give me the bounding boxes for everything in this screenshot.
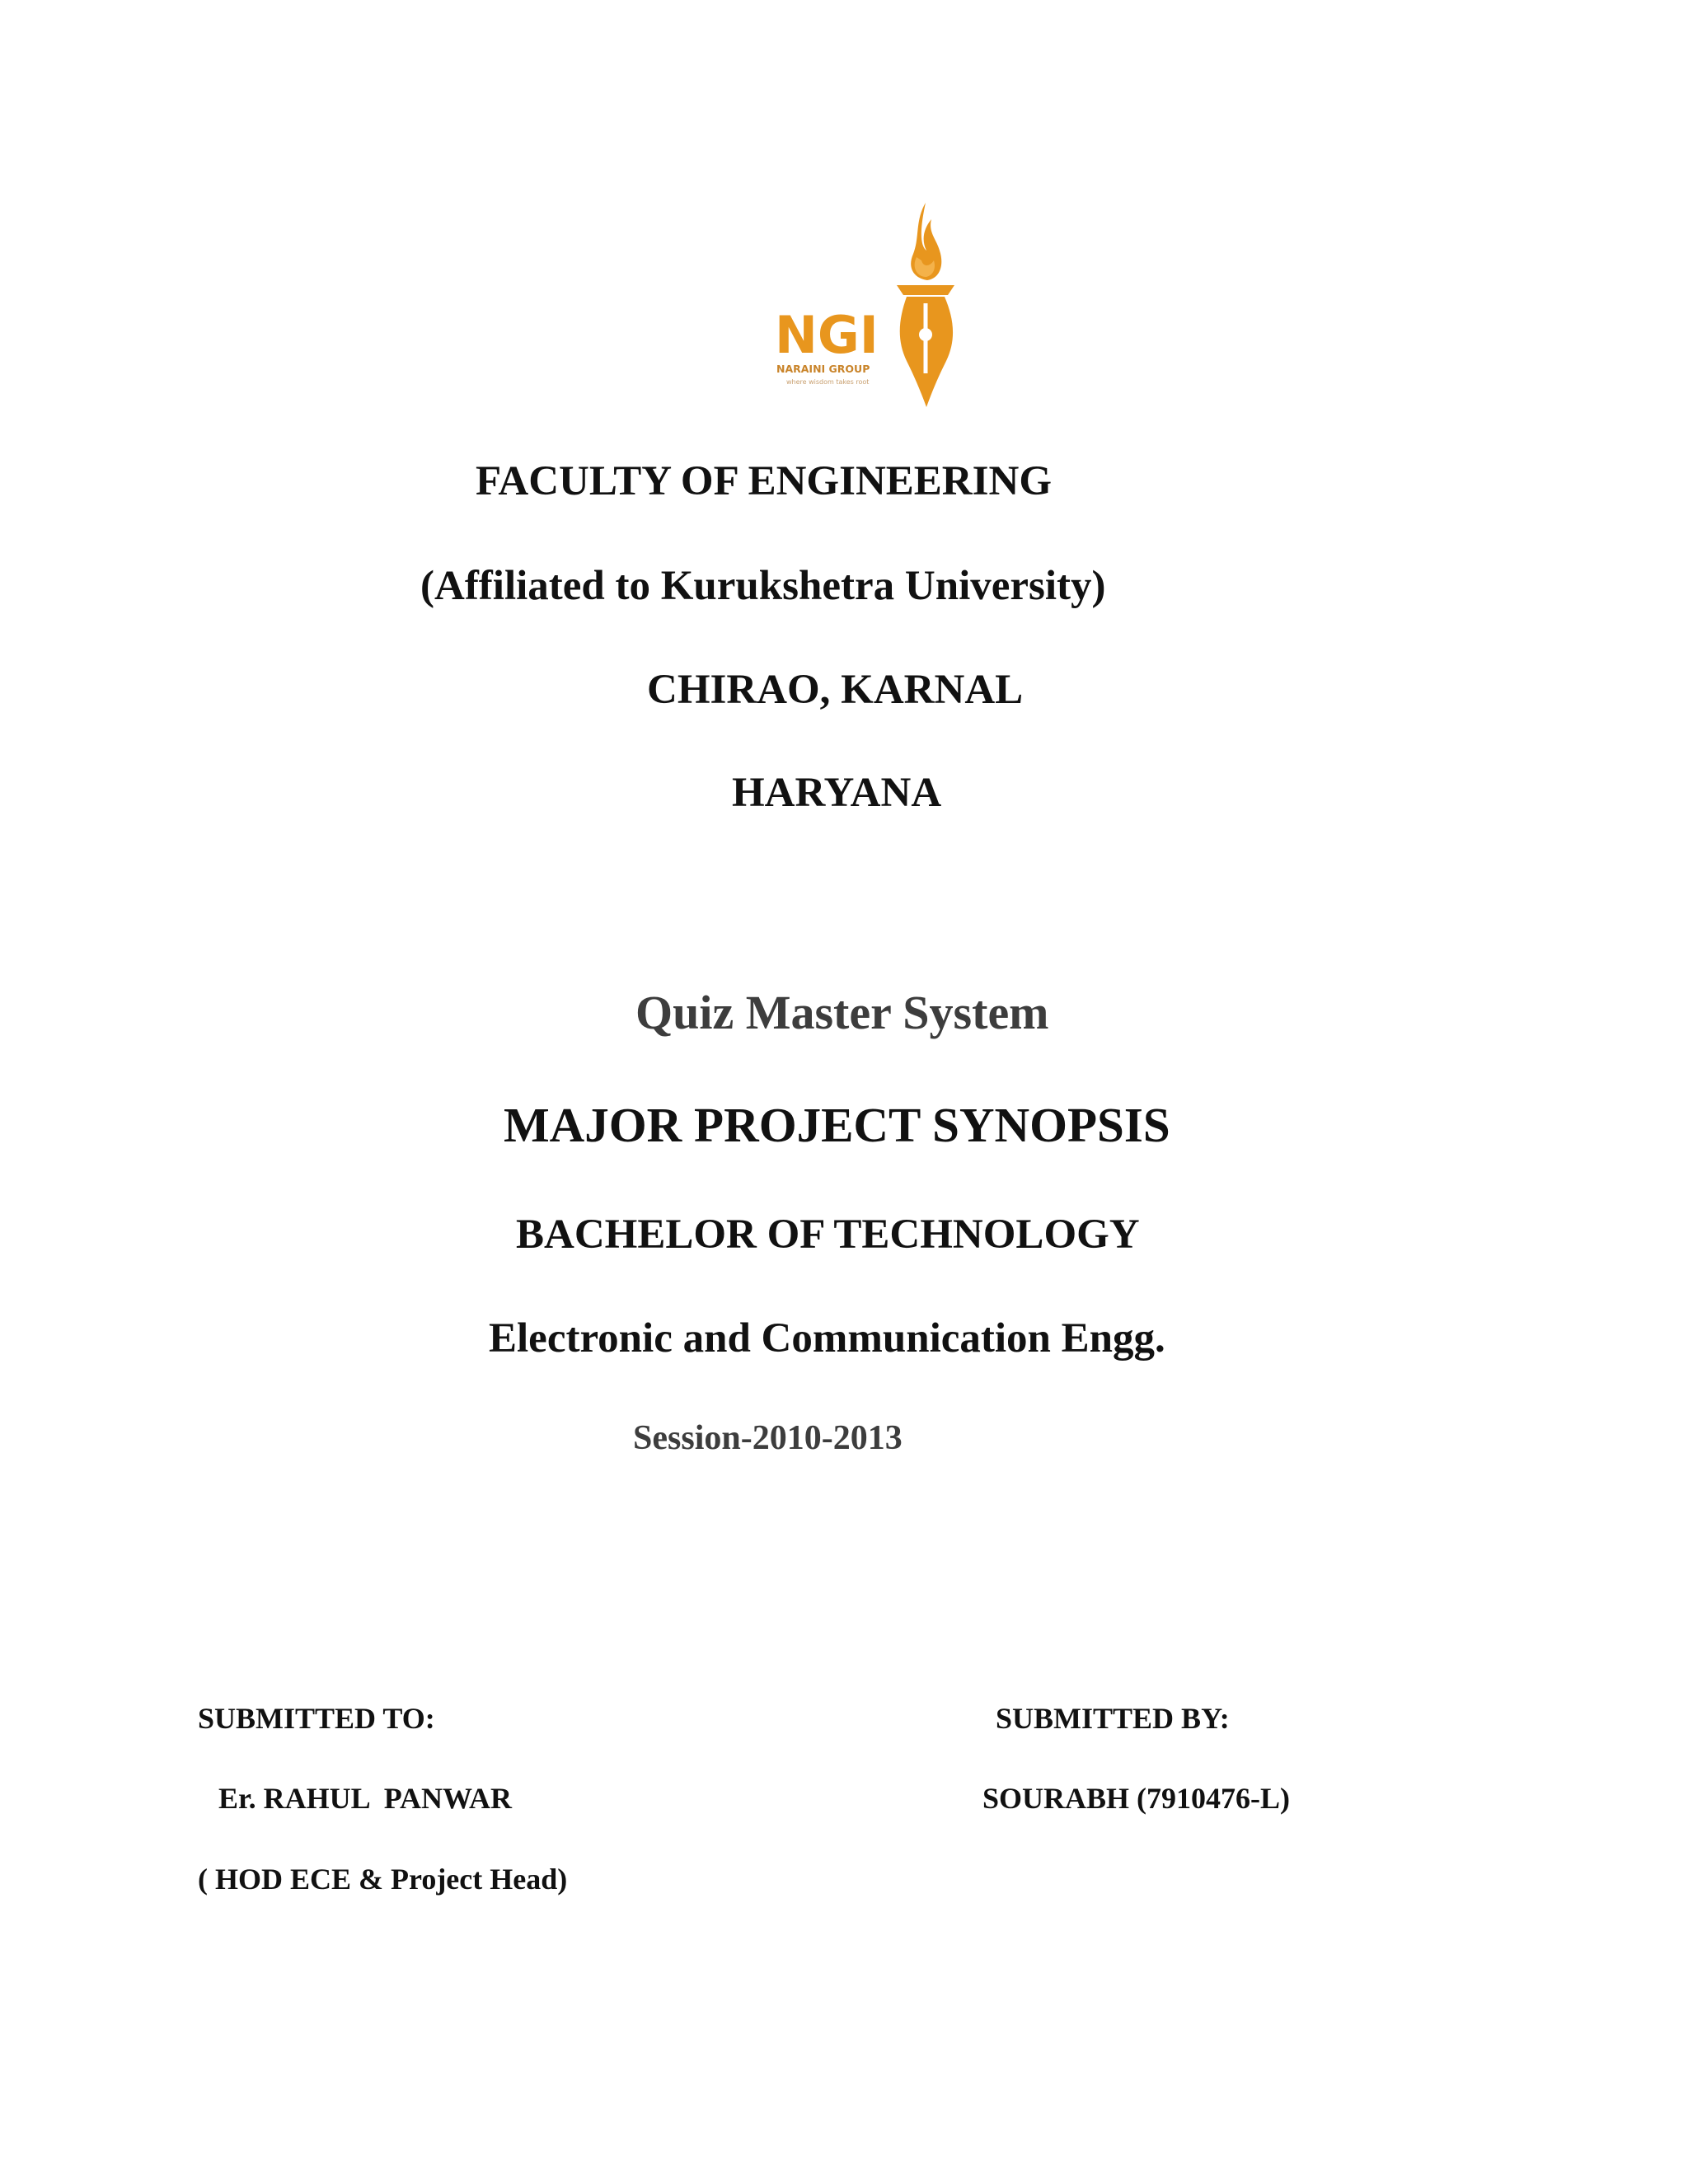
submitted-by-name: SOURABH (7910476-L) bbox=[982, 1782, 1291, 1815]
ngi-logo bbox=[775, 196, 973, 410]
svg-text:where wisdom takes root: where wisdom takes root bbox=[786, 378, 870, 386]
submitted-to-label: SUBMITTED TO: bbox=[198, 1702, 435, 1735]
session-text: Session-2010-2013 bbox=[633, 1419, 903, 1457]
state-heading: HARYANA bbox=[732, 770, 942, 816]
submitted-by-label: SUBMITTED BY: bbox=[996, 1702, 1230, 1735]
faculty-heading: FACULTY OF ENGINEERING bbox=[476, 458, 1052, 504]
branch-heading: Electronic and Communication Engg. bbox=[489, 1315, 1165, 1361]
ngi-torch-pen-logo-icon bbox=[775, 196, 973, 410]
submitted-to-role: ( HOD ECE & Project Head) bbox=[198, 1863, 568, 1896]
degree-heading: BACHELOR OF TECHNOLOGY bbox=[516, 1212, 1140, 1258]
submitted-to-name: Er. RAHUL PANWAR bbox=[218, 1782, 513, 1815]
city-heading: CHIRAO, KARNAL bbox=[647, 667, 1024, 713]
project-title: Quiz Master System bbox=[635, 986, 1049, 1039]
svg-text:NARAINI GROUP: NARAINI GROUP bbox=[776, 363, 870, 375]
affiliation-heading: (Affiliated to Kurukshetra University) bbox=[420, 563, 1106, 609]
svg-text:NGI: NGI bbox=[775, 305, 879, 365]
project-type-heading: MAJOR PROJECT SYNOPSIS bbox=[504, 1098, 1170, 1152]
